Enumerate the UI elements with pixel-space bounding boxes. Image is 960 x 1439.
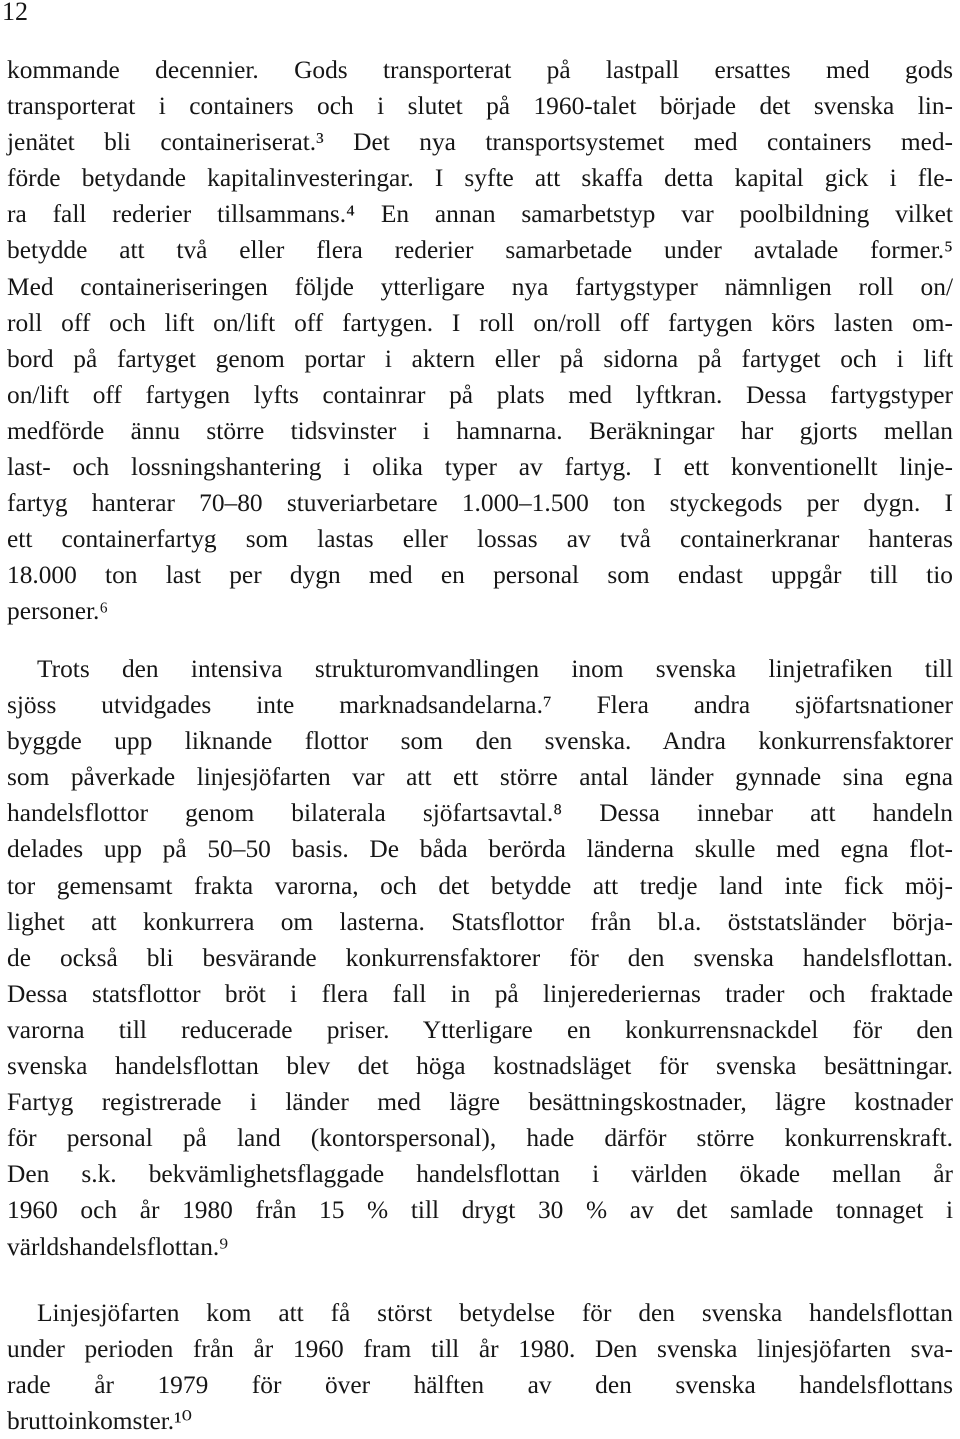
paragraph-line: svenska handelsflottan blev det höga kostnadsläget för svenska besättningar. — [7, 1052, 953, 1081]
paragraph-line: tor gemensamt frakta varorna, och det betydde att tredje land inte fick möj- — [7, 871, 953, 900]
paragraph-line: betydde att två eller flera rederier samarbetade under avtalade former.⁵ — [7, 236, 953, 265]
paragraph-line: personer.⁶ — [7, 597, 109, 626]
page-number: 12 — [2, 0, 28, 26]
paragraph-line: Med containeriseringen följde ytterligare nya fartygstyper nämnligen roll on/ — [7, 272, 953, 301]
paragraph-3 — [7, 1295, 953, 1439]
paragraph-line: 18.000 ton last per dygn med en personal som endast uppgår till tio — [7, 561, 953, 590]
paragraph-line: Den s.k. bekvämlighetsflaggade handelsflottan i världen ökade mellan år — [7, 1160, 953, 1189]
paragraph-line: transporterat i containers och i slutet på 1960-talet började det svenska lin- — [7, 92, 953, 121]
paragraph-line: last- och lossningshantering i olika typer av fartyg. I ett konventionellt linje- — [7, 453, 953, 482]
paragraph-line: varorna till reducerade priser. Ytterligare en konkurrensnackdel för den — [7, 1015, 953, 1044]
paragraph-line: byggde upp liknande flottor som den svenska. Andra konkurrensfaktorer — [7, 727, 953, 756]
paragraph-1 — [7, 52, 953, 630]
paragraph-line: bord på fartyget genom portar i aktern eller på sidorna på fartyget och i lift — [7, 344, 953, 373]
paragraph-line: som påverkade linjesjöfarten var att ett större antal länder gynnade sina egna — [7, 763, 953, 792]
paragraph-line: medförde ännu större tidsvinster i hamnarna. Beräkningar har gjorts mellan — [7, 416, 953, 445]
paragraph-line: Fartyg registrerade i länder med lägre besättningskostnader, lägre kostnader — [7, 1088, 953, 1117]
paragraph-line: under perioden från år 1960 fram till år 1980. Den svenska linjesjöfarten sva- — [7, 1335, 953, 1364]
paragraph-line: världshandelsflottan.⁹ — [7, 1232, 229, 1261]
paragraph-line: förde betydande kapitalinvesteringar. I syfte att skaffa detta kapital gick i fle- — [7, 164, 953, 193]
paragraph-line: de också bli besvärande konkurrensfaktorer för den svenska handelsflottan. — [7, 943, 953, 972]
paragraph-line: ett containerfartyg som lastas eller lossas av två containerkranar hanteras — [7, 525, 953, 554]
paragraph-line: sjöss utvidgades inte marknadsandelarna.⁷ Flera andra sjöfartsnationer — [7, 691, 953, 720]
paragraph-line: rade år 1979 för över hälften av den svenska handelsflottans — [7, 1371, 953, 1400]
paragraph-line: roll off och lift on/lift off fartygen. I roll on/roll off fartygen körs lasten om- — [7, 308, 953, 337]
paragraph-line: kommande decennier. Gods transporterat på lastpall ersattes med gods — [7, 56, 953, 84]
paragraph-line: fartyg hanterar 70–80 stuveriarbetare 1.000–1.500 ton styckegods per dygn. I — [7, 489, 953, 518]
paragraph-line: jenätet bli containeriserat.³ Det nya transportsystemet med containers med- — [7, 128, 953, 157]
paragraph-line: Trots den intensiva strukturomvandlingen inom svenska linjetrafiken till — [37, 655, 953, 683]
paragraph-line: handelsflottor genom bilaterala sjöfartsavtal.⁸ Dessa innebar att handeln — [7, 799, 953, 828]
paragraph-line: delades upp på 50–50 basis. De båda berörda länderna skulle med egna flot- — [7, 835, 953, 864]
paragraph-line: bruttoinkomster.¹⁰ — [7, 1407, 192, 1436]
paragraph-line: Linjesjöfarten kom att få störst betydelse för den svenska handelsflottan — [37, 1299, 953, 1327]
paragraph-line: för personal på land (kontorspersonal), hade därför större konkurrenskraft. — [7, 1124, 953, 1153]
paragraph-line: ra fall rederier tillsammans.⁴ En annan samarbetstyp var poolbildning vilket — [7, 200, 953, 229]
paragraph-line: on/lift off fartygen lyfts containrar på plats med lyftkran. Dessa fartygstyper — [7, 380, 953, 409]
paragraph-line: Dessa statsflottor bröt i flera fall in på linjerederiernas trader och fraktade — [7, 979, 953, 1008]
paragraph-line: lighet att konkurrera om lasterna. Statsflottor från bl.a. öststatsländer börja- — [7, 907, 953, 936]
paragraph-line: 1960 och år 1980 från 15 % till drygt 30 % av det samlade tonnaget i — [7, 1196, 953, 1225]
paragraph-2 — [7, 651, 953, 1265]
